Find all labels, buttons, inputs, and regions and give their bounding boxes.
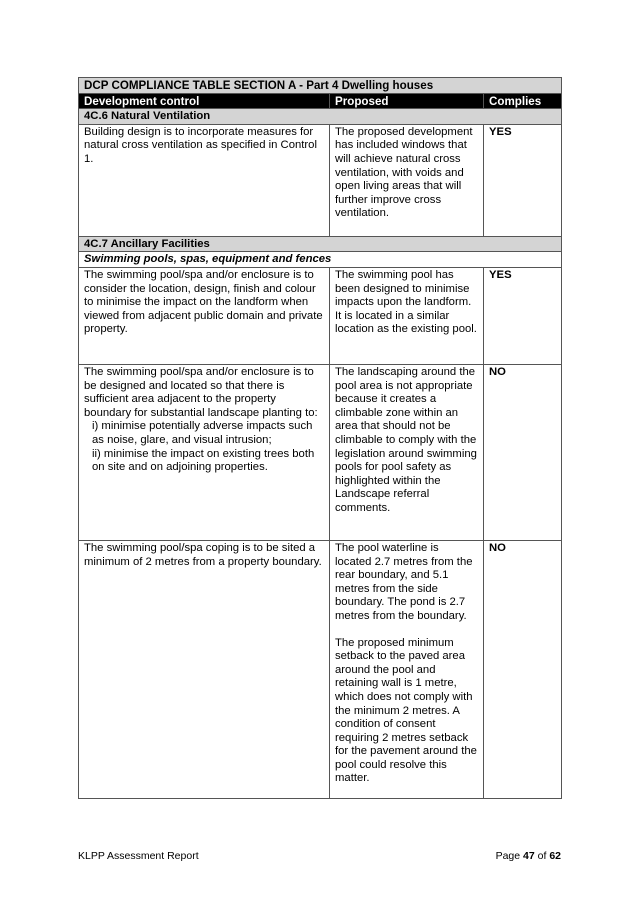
table-title-row (79, 78, 562, 94)
header-proposed: Proposed (330, 93, 484, 109)
section-heading-row (79, 236, 562, 252)
proposed-paragraph: The proposed minimum setback to the paved area around the pool and retaining wall is 1 metre, which does not comply with the minimum 2 metres. A condition of consent requiring 2 metres setback for the pavement around the pool could resolve this matter. (335, 636, 477, 785)
proposed-cell: The swimming pool has been designed to minimise impacts upon the landform. It is located in a similar location as the existing pool. (330, 267, 484, 364)
complies-cell: NO (484, 540, 562, 798)
header-development-control: Development control (79, 93, 330, 109)
control-cell: Building design is to incorporate measures for natural cross ventilation as specified in Control 1. (79, 124, 330, 236)
table-row (79, 364, 562, 540)
current-page: 47 (523, 850, 535, 862)
complies-cell: NO (484, 364, 562, 540)
proposed-paragraph: The pool waterline is located 2.7 metres from the rear boundary, and 5.1 metres from the side boundary. The pond is 2.7 metres from the boundary. (335, 541, 473, 622)
section-heading: 4C.6 Natural Ventilation (79, 109, 562, 125)
footer-page-number (496, 850, 561, 862)
page-of: of (534, 850, 550, 862)
paragraph-spacer (335, 624, 478, 637)
subsection-heading: Swimming pools, spas, equipment and fences (79, 252, 562, 268)
control-cell: The swimming pool/spa and/or enclosure is to consider the location, design, finish and colour to minimise the impact on the landform when viewed from adjacent public domain and private property. (79, 267, 330, 364)
table-title: DCP COMPLIANCE TABLE SECTION A - Part 4 Dwelling houses (79, 78, 562, 94)
proposed-cell: The landscaping around the pool area is not appropriate because it creates a climbable zone within an area that should not be climbable to comply with the legislation around swimming pools for pool safety as highlighted within the Landscape referral comments. (330, 364, 484, 540)
control-cell (79, 364, 330, 540)
proposed-cell (330, 540, 484, 798)
footer-report-name: KLPP Assessment Report (78, 850, 199, 862)
section-heading-row (79, 109, 562, 125)
complies-cell: YES (484, 267, 562, 364)
header-complies: Complies (484, 93, 562, 109)
control-intro: The swimming pool/spa and/or enclosure is to be designed and located so that there is sufficient area adjacent to the property boundary for substantial landscape planting to: (84, 365, 318, 419)
proposed-cell: The proposed development has included windows that will achieve natural cross ventilation, with voids and open living areas that will further improve cross ventilation. (330, 124, 484, 236)
table-row (79, 124, 562, 236)
page-prefix: Page (495, 850, 524, 862)
table-row (79, 540, 562, 798)
control-list-item: i) minimise potentially adverse impacts such as noise, glare, and visual intrusion; (92, 420, 313, 446)
total-pages: 62 (549, 850, 561, 862)
control-list-item: ii) minimise the impact on existing trees both on site and on adjoining properties. (92, 447, 315, 474)
table-row (79, 267, 562, 364)
dcp-compliance-table (78, 77, 562, 799)
complies-cell: YES (484, 124, 562, 236)
subsection-heading-row (79, 252, 562, 268)
control-cell: The swimming pool/spa coping is to be sited a minimum of 2 metres from a property boundary. (79, 540, 330, 798)
section-heading: 4C.7 Ancillary Facilities (79, 236, 562, 252)
table-header-row (79, 93, 562, 109)
